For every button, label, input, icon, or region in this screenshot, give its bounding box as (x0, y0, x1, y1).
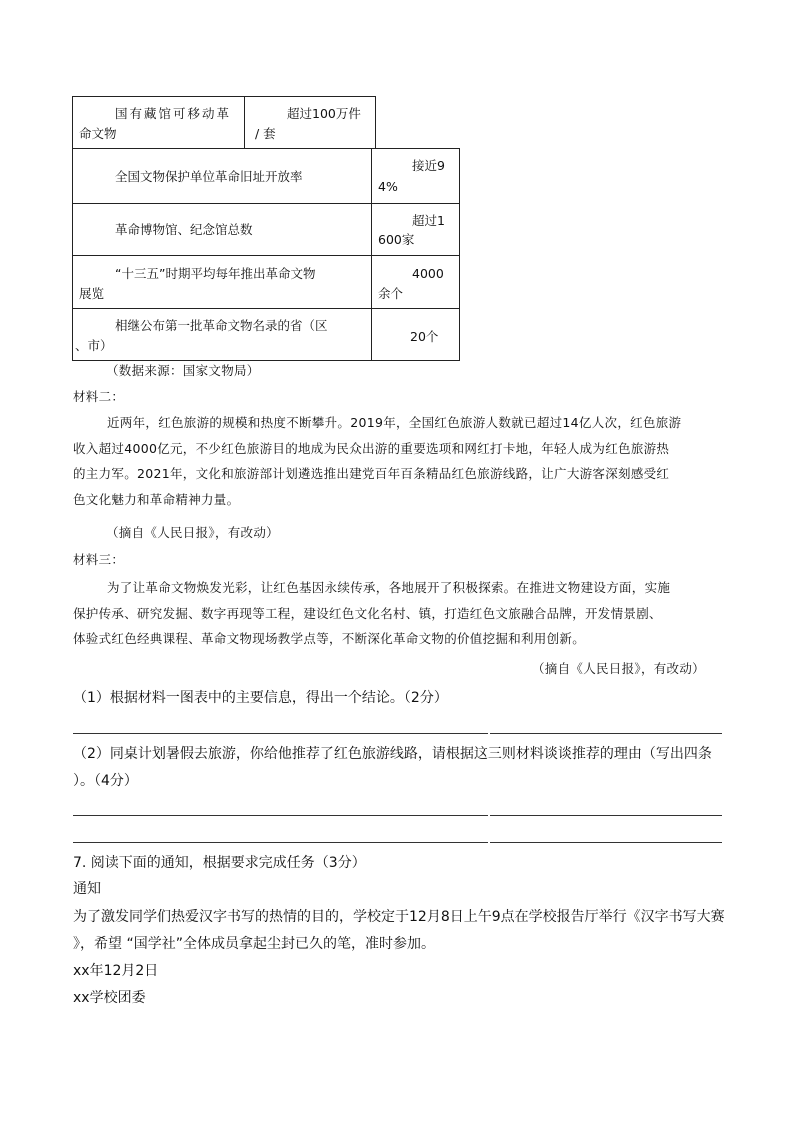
paragraph-line: 收入超过4000亿元，不少红色旅游目的地成为民众出游的重要选项和网红打卡地，年轻人成为红色旅游热 (73, 440, 670, 456)
question-7-title: 7. 阅读下面的通知，根据要求完成任务（3分） (73, 855, 366, 871)
question-1: （1）根据材料一图表中的主要信息，得出一个结论。（2分） (73, 690, 448, 706)
row-value-line1: 4000 (412, 266, 444, 281)
answer-line[interactable] (490, 815, 722, 816)
table-source: （数据来源：国家文物局） (106, 363, 260, 378)
row-label-line1: 国有藏馆可移动革 (115, 106, 232, 121)
row-value-line2: 4% (378, 179, 398, 194)
material2-heading: 材料二： (73, 389, 125, 404)
paragraph-line: 为了让革命文物焕发光彩，让红色基因永续传承，各地展开了积极探索。在推进文物建设方面，实施 (107, 580, 671, 595)
row-label-line1: 革命博物馆、纪念馆总数 (115, 222, 253, 237)
answer-line[interactable] (73, 815, 488, 816)
notice-date: xx年12月2日 (73, 963, 159, 979)
material3-paragraph (73, 575, 733, 652)
answer-line[interactable] (490, 733, 722, 734)
table-cell-value (371, 148, 460, 204)
row-value-line2: 600家 (378, 232, 415, 247)
table-cell-value (371, 255, 460, 309)
table-row (72, 96, 245, 149)
notice-body-line1: 为了激发同学们热爱汉字书写的热情的目的，学校定于12月8日上午9点在学校报告厅举行《汉字书写大赛 (73, 909, 725, 925)
row-label-line2: 、市） (75, 338, 113, 353)
question-2-line1: （2）同桌计划暑假去旅游，你给他推荐了红色旅游线路，请根据这三则材料谈谈推荐的理由（写出四条 (73, 746, 712, 762)
answer-line[interactable] (73, 733, 488, 734)
paragraph-line: 近两年，红色旅游的规模和热度不断攀升。2019年，全国红色旅游人数就已超过14亿人次，红色旅游 (107, 415, 682, 430)
notice-title: 通知 (73, 881, 101, 897)
answer-line[interactable] (490, 842, 722, 843)
row-value-line2: / 套 (255, 126, 276, 141)
notice-body-line2: 》，希望 “国学社”全体成员拿起尘封已久的笔，准时参加。 (73, 936, 435, 952)
question-2-line2: ）。（4分） (73, 773, 138, 789)
row-value-line2: 余个 (378, 286, 404, 301)
material2-source: （摘自《人民日报》，有改动） (106, 525, 279, 540)
notice-signature: xx学校团委 (73, 990, 146, 1006)
row-value-line2: 20个 (410, 329, 439, 344)
row-label-line2: 展览 (79, 286, 105, 301)
row-label-line1: “十三五”时期平均每年推出革命文物 (115, 266, 316, 281)
material3-heading: 材料三： (73, 552, 125, 567)
table-cell-value (371, 308, 460, 361)
paragraph-line: 色文化魅力和革命精神力量。 (73, 491, 240, 507)
row-value-line1: 超过100万件 (287, 106, 361, 121)
paragraph-line: 的主力军。2021年，文化和旅游部计划遴选推出建党百年百条精品红色旅游线路，让广大游客深刻感受红 (73, 466, 670, 481)
paragraph-line: 保护传承、研究发掘、数字再现等工程，建设红色文化名村、镇，打造红色文旅融合品牌，开发情景剧、 (73, 605, 662, 621)
row-label-line1: 相继公布第一批革命文物名录的省（区 (115, 318, 328, 333)
table-row (72, 308, 372, 361)
material3-source: （摘自《人民日报》，有改动） (532, 661, 705, 676)
row-label-line2: 命文物 (79, 126, 117, 141)
row-label-line1: 全国文物保护单位革命旧址开放率 (115, 169, 303, 184)
table-cell-value (244, 96, 376, 149)
table-row (72, 148, 372, 204)
row-value-line1: 超过1 (412, 213, 445, 228)
table-row (72, 203, 372, 256)
table-row (72, 255, 372, 309)
table-cell-value (371, 203, 460, 256)
paragraph-line: 体验式红色经典课程、革命文物现场教学点等，不断深化革命文物的价值挖掘和利用创新。 (73, 631, 586, 646)
material2-paragraph (73, 410, 733, 512)
row-value-line1: 接近9 (412, 158, 445, 173)
answer-line[interactable] (73, 842, 488, 843)
